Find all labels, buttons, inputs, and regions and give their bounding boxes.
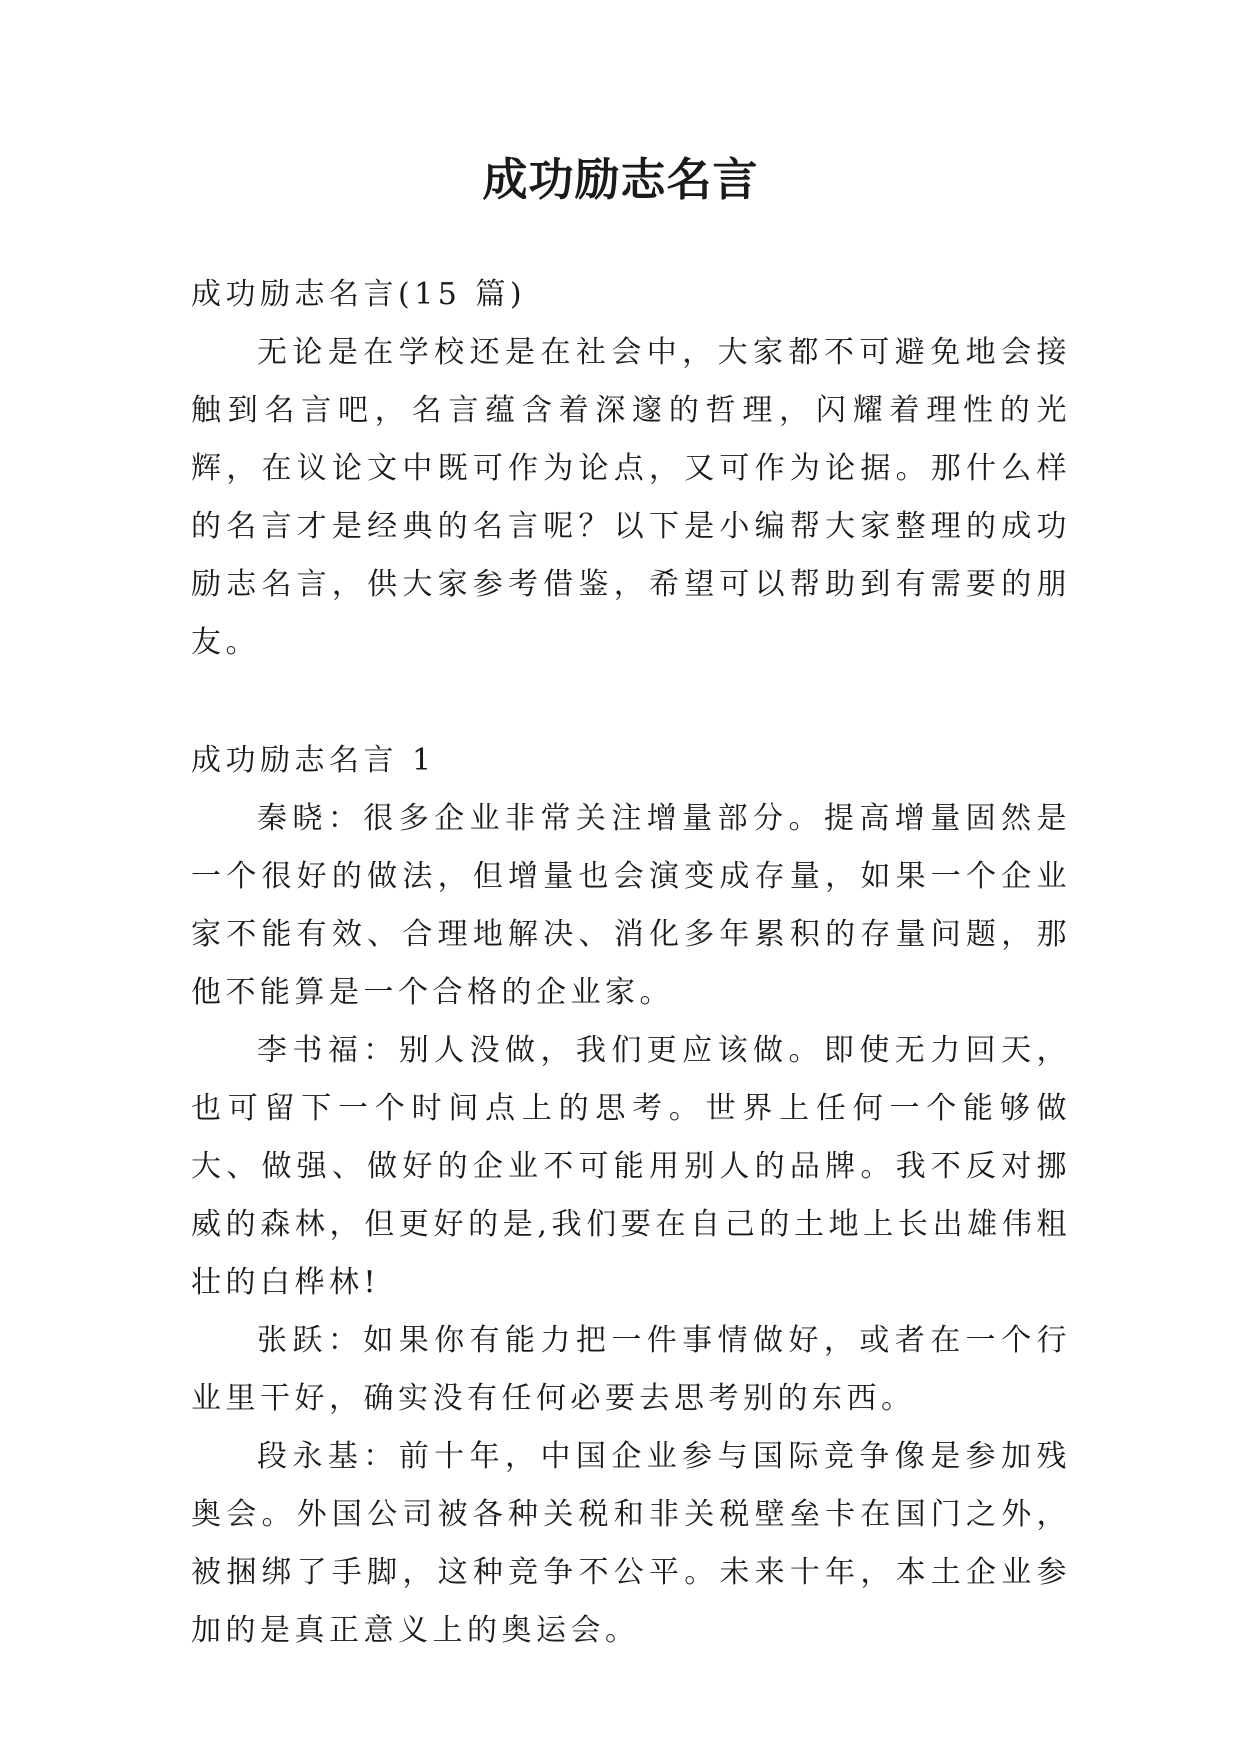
document-subtitle: 成功励志名言(15 篇) — [191, 277, 527, 312]
quote-paragraph: 秦晓：很多企业非常关注增量部分。提高增量固然是一个很好的做法，但增量也会演变成存量，如果一个企业家不能有效、合理地解决、消化多年累积的存量问题，那他不能算是一个合格的企业家。 — [191, 801, 1071, 1010]
quote-paragraph: 李书福：别人没做，我们更应该做。即使无力回天，也可留下一个时间点上的思考。世界上任何一个能够做大、做强、做好的企业不可能用别人的品牌。我不反对挪威的森林，但更好的是,我们要在自己的土地上长出雄伟粗壮的白桦林! — [191, 1033, 1071, 1300]
section-heading: 成功励志名言 1 — [191, 743, 436, 778]
quote-paragraph: 段永基：前十年，中国企业参与国际竞争像是参加残奥会。外国公司被各种关税和非关税壁垒卡在国门之外，被捆绑了手脚，这种竞争不公平。未来十年，本土企业参加的是真正意义上的奥运会。 — [191, 1439, 1071, 1648]
document-title: 成功励志名言 — [482, 153, 759, 206]
intro-paragraph: 无论是在学校还是在社会中，大家都不可避免地会接触到名言吧，名言蕴含着深邃的哲理，闪耀着理性的光辉，在议论文中既可作为论点，又可作为论据。那什么样的名言才是经典的名言呢？以下是小编帮大家整理的成功励志名言，供大家参考借鉴，希望可以帮助到有需要的朋友。 — [191, 335, 1071, 660]
document-body — [191, 266, 1071, 1660]
quote-paragraph: 张跃：如果你有能力把一件事情做好，或者在一个行业里干好，确实没有任何必要去思考别的东西。 — [191, 1323, 1071, 1416]
